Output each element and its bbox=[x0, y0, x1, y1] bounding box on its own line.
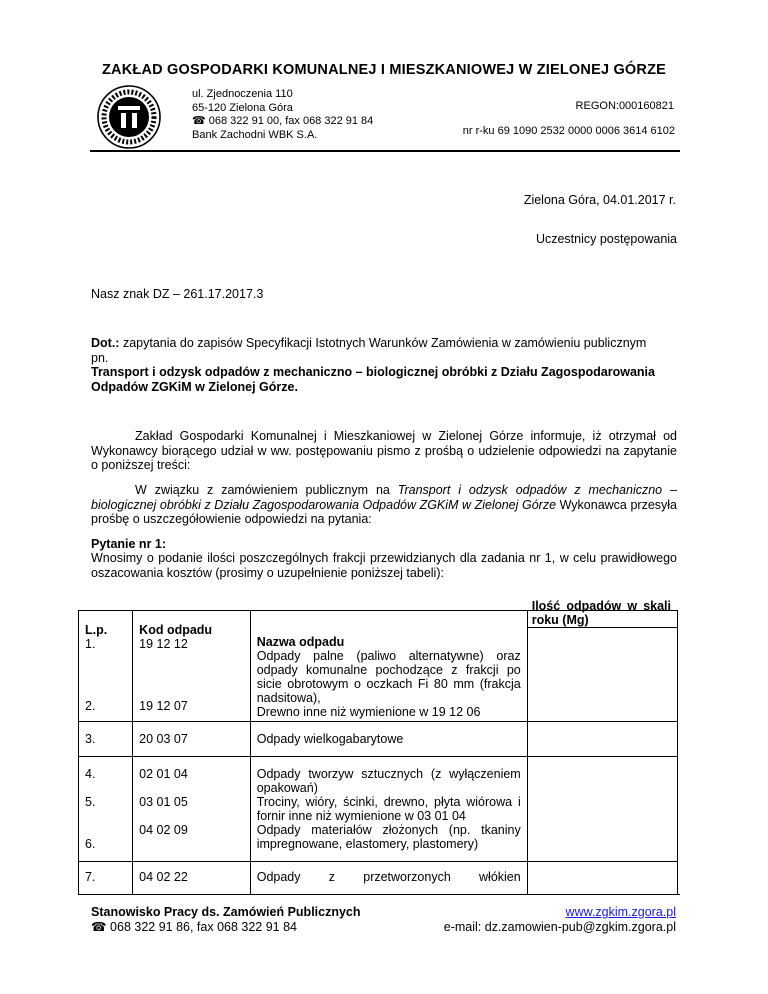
cell-lp: 3. bbox=[79, 722, 133, 757]
cell-code: 04 02 22 bbox=[133, 862, 251, 895]
table-row bbox=[527, 757, 677, 862]
header-name: Nazwa odpadu bbox=[256, 635, 345, 649]
request-text-a: W związku z zamówieniem publicznym na bbox=[135, 483, 398, 497]
table-row bbox=[79, 862, 678, 895]
paragraph-intro: Zakład Gospodarki Komunalnej i Mieszkaniowej w Zielonej Górze informuje, iż otrzymał od Wykonawcy biorącego udział w ww. postępowaniu pismo z prośbą o udzielenie odpowiedzi na zapytanie o poniższej treści: bbox=[91, 429, 677, 472]
cell-qty bbox=[527, 862, 677, 895]
cell-code: 03 01 05 bbox=[139, 795, 188, 809]
bank-account: nr r-ku 69 1090 2532 0000 0006 3614 6102 bbox=[462, 125, 675, 137]
cell-code: 19 12 07 bbox=[139, 699, 188, 713]
letter-subject bbox=[91, 336, 651, 365]
letter-reference: Nasz znak DZ – 261.17.2017.3 bbox=[91, 287, 264, 301]
cell-lp: 5. bbox=[85, 795, 96, 809]
footer-phone: ☎ 068 322 91 86, fax 068 322 91 84 bbox=[91, 920, 298, 934]
question-label: Pytanie nr 1: bbox=[91, 537, 167, 551]
address-bank: Bank Zachodni WBK S.A. bbox=[192, 128, 318, 141]
footer-office: Stanowisko Pracy ds. Zamówień Publicznych bbox=[91, 905, 361, 919]
footer-divider bbox=[90, 894, 680, 895]
table-row bbox=[133, 757, 251, 862]
cell-name: Odpady wielkogabarytowe bbox=[250, 722, 527, 757]
regon-number: REGON:000160821 bbox=[575, 100, 674, 112]
cell-code: 04 02 09 bbox=[139, 823, 188, 837]
request-tender-name: Transport i odzysk odpadów z mechaniczno – biologicznej obróbki z Działu Zagospodarowania Odpadów ZGKiM w Zielonej Górze bbox=[91, 483, 677, 512]
cell-name: Trociny, wióry, ścinki, drewno, płyta wiórowa i fornir inne niż wymienione w 03 01 04 bbox=[256, 795, 521, 823]
cell-name: Odpady z przetworzonych włókien bbox=[250, 862, 527, 895]
cell-code: 20 03 07 bbox=[133, 722, 251, 757]
company-name: ZAKŁAD GOSPODARKI KOMUNALNEJ I MIESZKANIOWEJ W ZIELONEJ GÓRZE bbox=[101, 62, 667, 78]
cell-qty bbox=[527, 722, 677, 757]
paragraph-request bbox=[91, 483, 677, 527]
subject-title: Transport i odzysk odpadów z mechaniczno – biologicznej obróbki z Działu Zagospodarowania Odpadów ZGKiM w Zielonej Górze. bbox=[91, 365, 655, 394]
cell-name: Drewno inne niż wymienione w 19 12 06 bbox=[256, 705, 481, 719]
table-row bbox=[527, 599, 677, 722]
question-text: Wnosimy o podanie ilości poszczególnych frakcji przewidzianych dla zadania nr 1, w celu prawidłowego oszacowania kosztów (prosimy o uzupełnienie poniższej tabeli): bbox=[91, 551, 677, 580]
footer-contact bbox=[91, 905, 361, 935]
cell-name: Odpady tworzyw sztucznych (z wyłączeniem opakowań) bbox=[256, 767, 521, 795]
address-street: ul. Zjednoczenia 110 bbox=[192, 88, 293, 100]
header-lp: L.p. bbox=[85, 623, 108, 637]
header-qty: Ilość odpadów w skali roku (Mg) bbox=[528, 599, 677, 627]
cell-lp: 4. bbox=[85, 767, 96, 781]
table-header-row bbox=[79, 611, 678, 722]
table-row bbox=[133, 611, 251, 722]
cell-qty bbox=[528, 627, 677, 686]
footer-email[interactable]: e-mail: dz.zamowien-pub@zgkim.zgora.pl bbox=[443, 920, 676, 934]
table-row bbox=[79, 757, 678, 862]
table-row bbox=[250, 611, 527, 722]
table-row bbox=[79, 722, 678, 757]
cell-code: 19 12 12 bbox=[139, 637, 188, 651]
cell-name: Odpady materiałów złożonych (np. tkaniny impregnowane, elastomery, plastomery) bbox=[256, 823, 521, 851]
company-logo bbox=[96, 84, 162, 150]
cell-code: 02 01 04 bbox=[139, 767, 188, 781]
subject-text: zapytania do zapisów Specyfikacji Istotnych Warunków Zamówienia w zamówieniu publicznym pn. bbox=[91, 336, 647, 365]
letter-date: Zielona Góra, 04.01.2017 r. bbox=[523, 193, 676, 207]
request-text-b: Wykonawca przesyła prośbę o uszczegółowienie odpowiedzi na pytania: bbox=[91, 497, 677, 526]
address-city: 65-120 Zielona Góra bbox=[192, 101, 293, 114]
website-link[interactable]: www.zgkim.zgora.pl bbox=[565, 905, 676, 919]
header-code: Kod odpadu bbox=[139, 623, 213, 637]
cell-lp: 2. bbox=[85, 699, 96, 713]
letter-recipients: Uczestnicy postępowania bbox=[535, 232, 677, 246]
waste-table bbox=[78, 599, 678, 895]
cell-lp: 1. bbox=[85, 637, 96, 651]
footer-online bbox=[444, 905, 676, 935]
company-address bbox=[192, 88, 373, 142]
cell-lp: 6. bbox=[85, 837, 96, 851]
cell-name: Odpady palne (paliwo alternatywne) oraz odpady komunalne pochodzące z frakcji po sicie obrotowym o oczkach Fi 80 mm (frakcja nadsitowa), bbox=[256, 649, 521, 705]
header-divider bbox=[90, 150, 680, 152]
address-phone: ☎ 068 322 91 00, fax 068 322 91 84 bbox=[192, 115, 374, 127]
table-row bbox=[250, 757, 527, 862]
table-row bbox=[79, 611, 133, 722]
cell-lp: 7. bbox=[79, 862, 133, 895]
table-row bbox=[79, 757, 133, 862]
subject-label: Dot.: bbox=[91, 336, 120, 350]
